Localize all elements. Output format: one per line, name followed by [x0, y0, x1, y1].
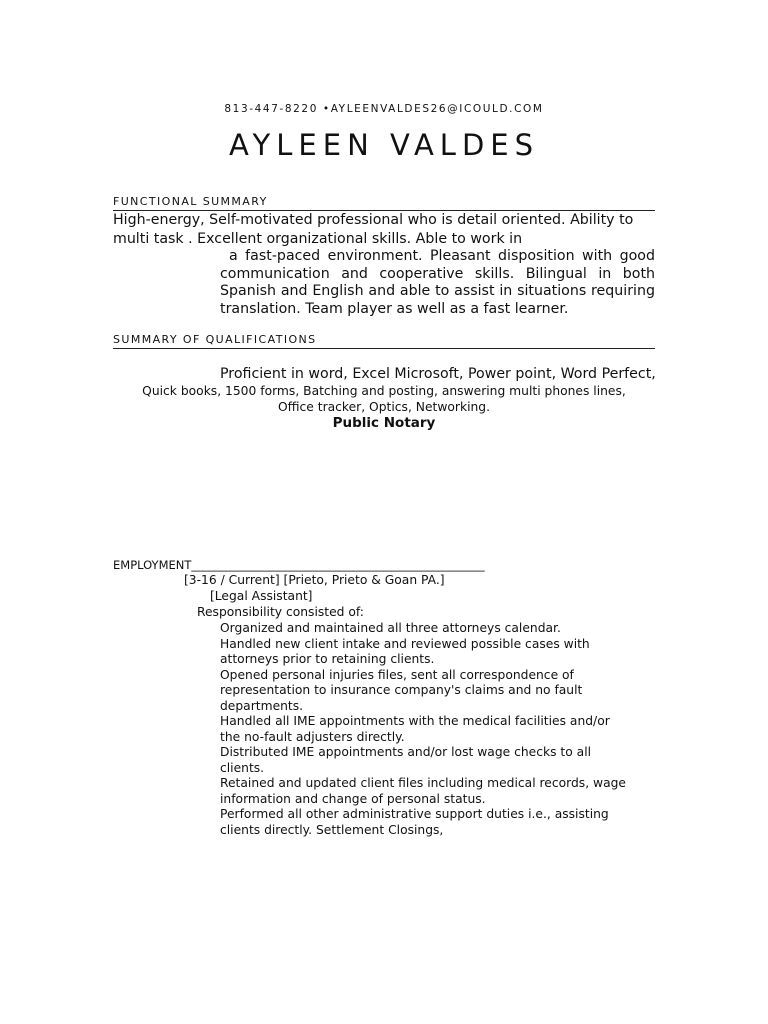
- public-notary-label: Public Notary: [332, 415, 436, 431]
- list-item: clients.: [220, 760, 265, 775]
- list-item: representation to insurance company's claims and no fault: [220, 683, 583, 697]
- functional-summary-heading: FUNCTIONAL SUMMARY: [113, 195, 655, 211]
- qualifications-line-3: Office tracker, Optics, Networking.: [277, 400, 491, 414]
- list-item: information and change of personal status.: [220, 791, 486, 806]
- qualifications-heading: SUMMARY OF QUALIFICATIONS: [113, 333, 655, 349]
- employment-job-title: [Legal Assistant]: [210, 589, 313, 603]
- list-item: clients directly. Settlement Closings,: [220, 822, 444, 837]
- applicant-name: AYLEEN VALDES: [228, 128, 540, 162]
- qualifications-line-1: Proficient in word, Excel Microsoft, Power point, Word Perfect,: [220, 366, 656, 382]
- employment-heading: EMPLOYMENT___________________________________________________: [113, 558, 485, 572]
- list-item: the no-fault adjusters directly.: [220, 729, 405, 744]
- list-item: attorneys prior to retaining clients.: [220, 652, 435, 666]
- employment-intro: Responsibility consisted of:: [197, 605, 364, 619]
- qualifications-line-2: Quick books, 1500 forms, Batching and posting, answering multi phones lines,: [142, 384, 626, 398]
- contact-line: 813-447-8220 •AYLEENVALDES26@ICOULD.COM: [224, 103, 544, 115]
- summary-line-1: High-energy, Self-motivated professional who is detail oriented. Ability to: [113, 212, 634, 228]
- summary-line-2: multi task . Excellent organizational skills. Able to work in: [113, 231, 523, 247]
- summary-paragraph: a fast-paced environment. Pleasant disposition with good communication and cooperative skills. Bilingual in both Spanish and English and able to assist in situations requiring translation. Team player as well as a fast learner.: [220, 248, 655, 317]
- list-item: Opened personal injuries files, sent all correspondence of: [220, 667, 574, 682]
- employment-dates-company: [3-16 / Current] [Prieto, Prieto & Goan PA.]: [184, 573, 445, 587]
- list-item: departments.: [220, 698, 304, 713]
- list-item: Distributed IME appointments and/or lost wage checks to all: [220, 745, 592, 759]
- list-item: Performed all other administrative support duties i.e., assisting: [220, 807, 609, 821]
- list-item: Handled all IME appointments with the medical facilities and/or: [220, 714, 610, 728]
- list-item: Handled new client intake and reviewed possible cases with: [220, 636, 590, 651]
- list-item: Retained and updated client files including medical records, wage: [220, 776, 626, 790]
- list-item: Organized and maintained all three attorneys calendar.: [220, 621, 561, 635]
